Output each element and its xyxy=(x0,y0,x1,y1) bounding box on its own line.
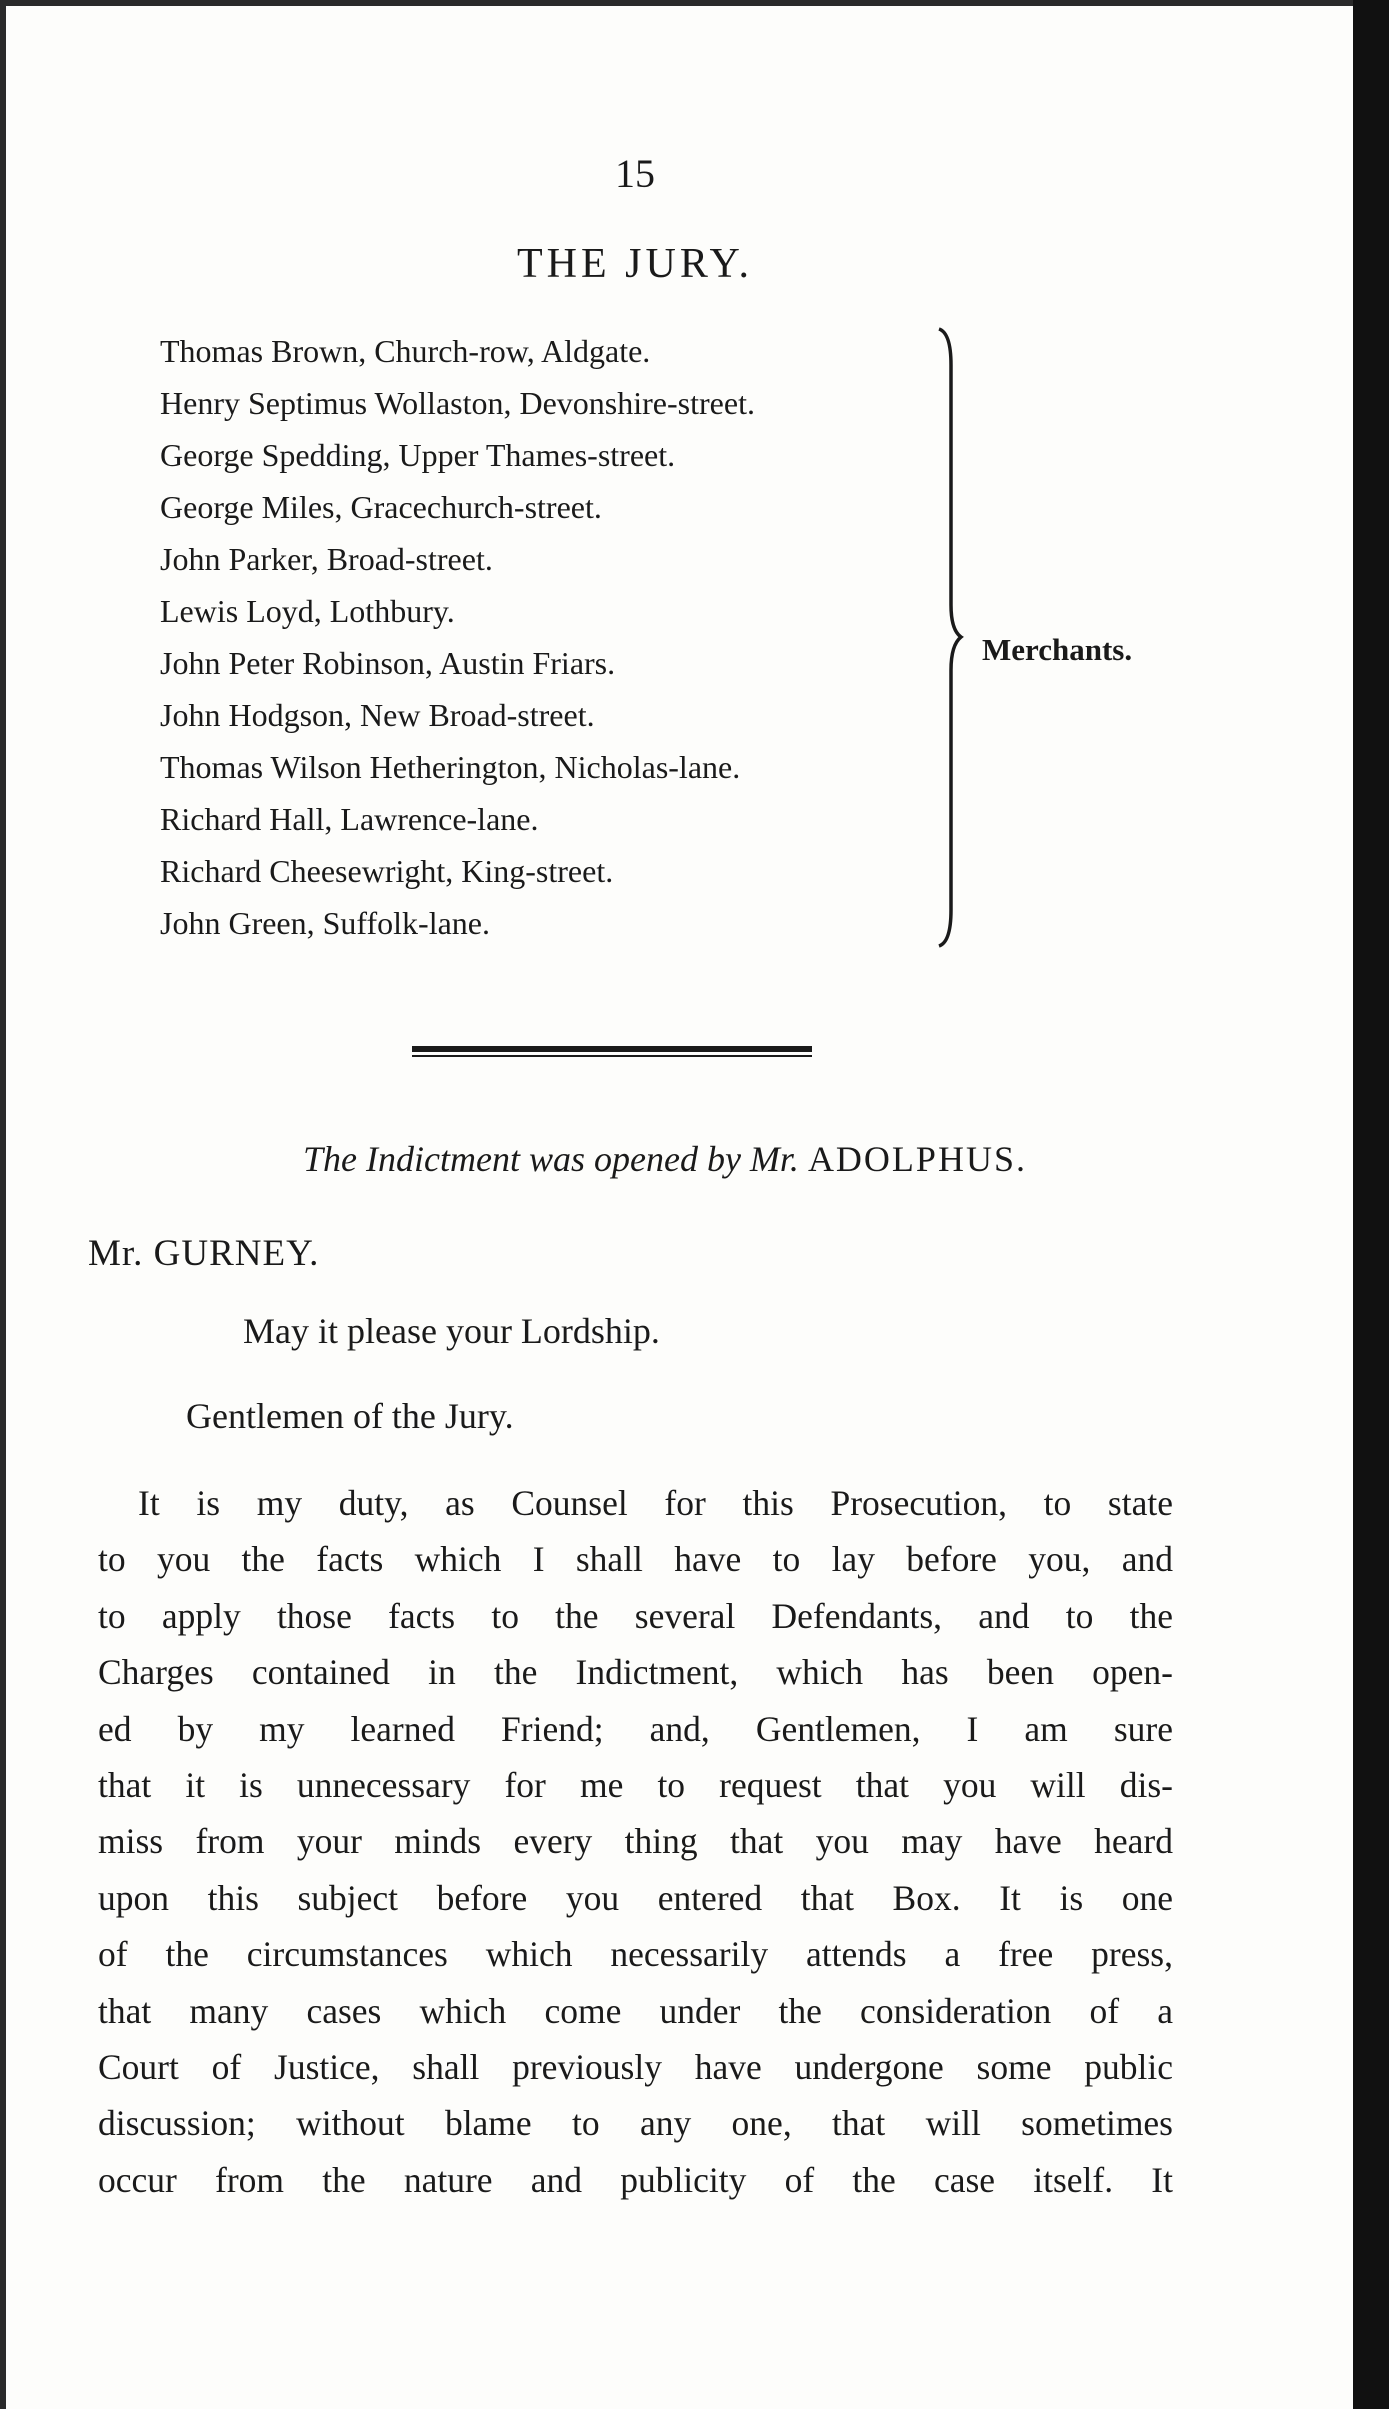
section-divider xyxy=(412,1046,812,1057)
salutation-jury: Gentlemen of the Jury. xyxy=(186,1396,514,1436)
speech-line: to you the facts which I shall have to lay before you, and xyxy=(98,1539,1173,1580)
salutation-lordship: May it please your Lordship. xyxy=(243,1311,660,1351)
speech-line: that many cases which come under the consideration of a xyxy=(98,1990,1173,2031)
juror-entry: George Miles, Gracechurch-street. xyxy=(160,489,602,525)
juror-entry: John Hodgson, New Broad-street. xyxy=(160,697,595,733)
juror-entry: Richard Hall, Lawrence-lane. xyxy=(160,801,539,837)
page-number: 15 xyxy=(615,151,655,196)
speech-line: upon this subject before you entered that Box. It is one xyxy=(98,1877,1173,1918)
juror-entry: George Spedding, Upper Thames-street. xyxy=(160,437,676,473)
juror-entry: Thomas Brown, Church-row, Aldgate. xyxy=(160,333,651,369)
juror-entry: John Parker, Broad-street. xyxy=(160,541,493,577)
speech-line: occur from the nature and publicity of the case itself. It xyxy=(98,2159,1173,2200)
indictment-line xyxy=(0,1138,1330,1180)
juror-entry: Richard Cheesewright, King-street. xyxy=(160,853,614,889)
jury-list xyxy=(160,325,755,949)
speech-line: ed by my learned Friend; and, Gentlemen, I am sure xyxy=(98,1708,1173,1749)
jury-heading: THE JURY. xyxy=(517,241,753,287)
juror-entry: John Green, Suffolk-lane. xyxy=(160,905,490,941)
speech-line: Court of Justice, shall previously have undergone some public xyxy=(98,2047,1173,2088)
speech-line: of the circumstances which necessarily attends a free press, xyxy=(98,1934,1173,1975)
merchants-label: Merchants. xyxy=(982,632,1133,667)
speech-paragraph xyxy=(98,1475,1173,2208)
juror-entry: Lewis Loyd, Lothbury. xyxy=(160,593,455,629)
page-right-edge xyxy=(1353,0,1389,2409)
page-left-edge xyxy=(0,0,6,2409)
curly-brace xyxy=(935,325,965,950)
juror-entry: John Peter Robinson, Austin Friars. xyxy=(160,645,616,681)
juror-entry: Thomas Wilson Hetherington, Nicholas-lane. xyxy=(160,749,741,785)
speech-line: discussion; without blame to any one, that will sometimes xyxy=(98,2103,1173,2144)
speech-line: to apply those facts to the several Defendants, and to the xyxy=(98,1595,1173,1636)
speaker-name: Mr. GURNEY. xyxy=(88,1233,320,1274)
speech-line: miss from your minds every thing that you may have heard xyxy=(98,1821,1173,1862)
speech-line: that it is unnecessary for me to request that you will dis- xyxy=(98,1765,1173,1806)
juror-entry: Henry Septimus Wollaston, Devonshire-street. xyxy=(160,385,755,421)
speech-line: It is my duty, as Counsel for this Prosecution, to state xyxy=(138,1483,1173,1523)
indictment-name: ADOLPHUS. xyxy=(807,1139,1027,1179)
indictment-italic-text: The Indictment was opened by Mr. xyxy=(303,1139,799,1179)
speech-line: Charges contained in the Indictment, which has been open- xyxy=(98,1652,1173,1693)
page-top-edge xyxy=(0,0,1389,6)
